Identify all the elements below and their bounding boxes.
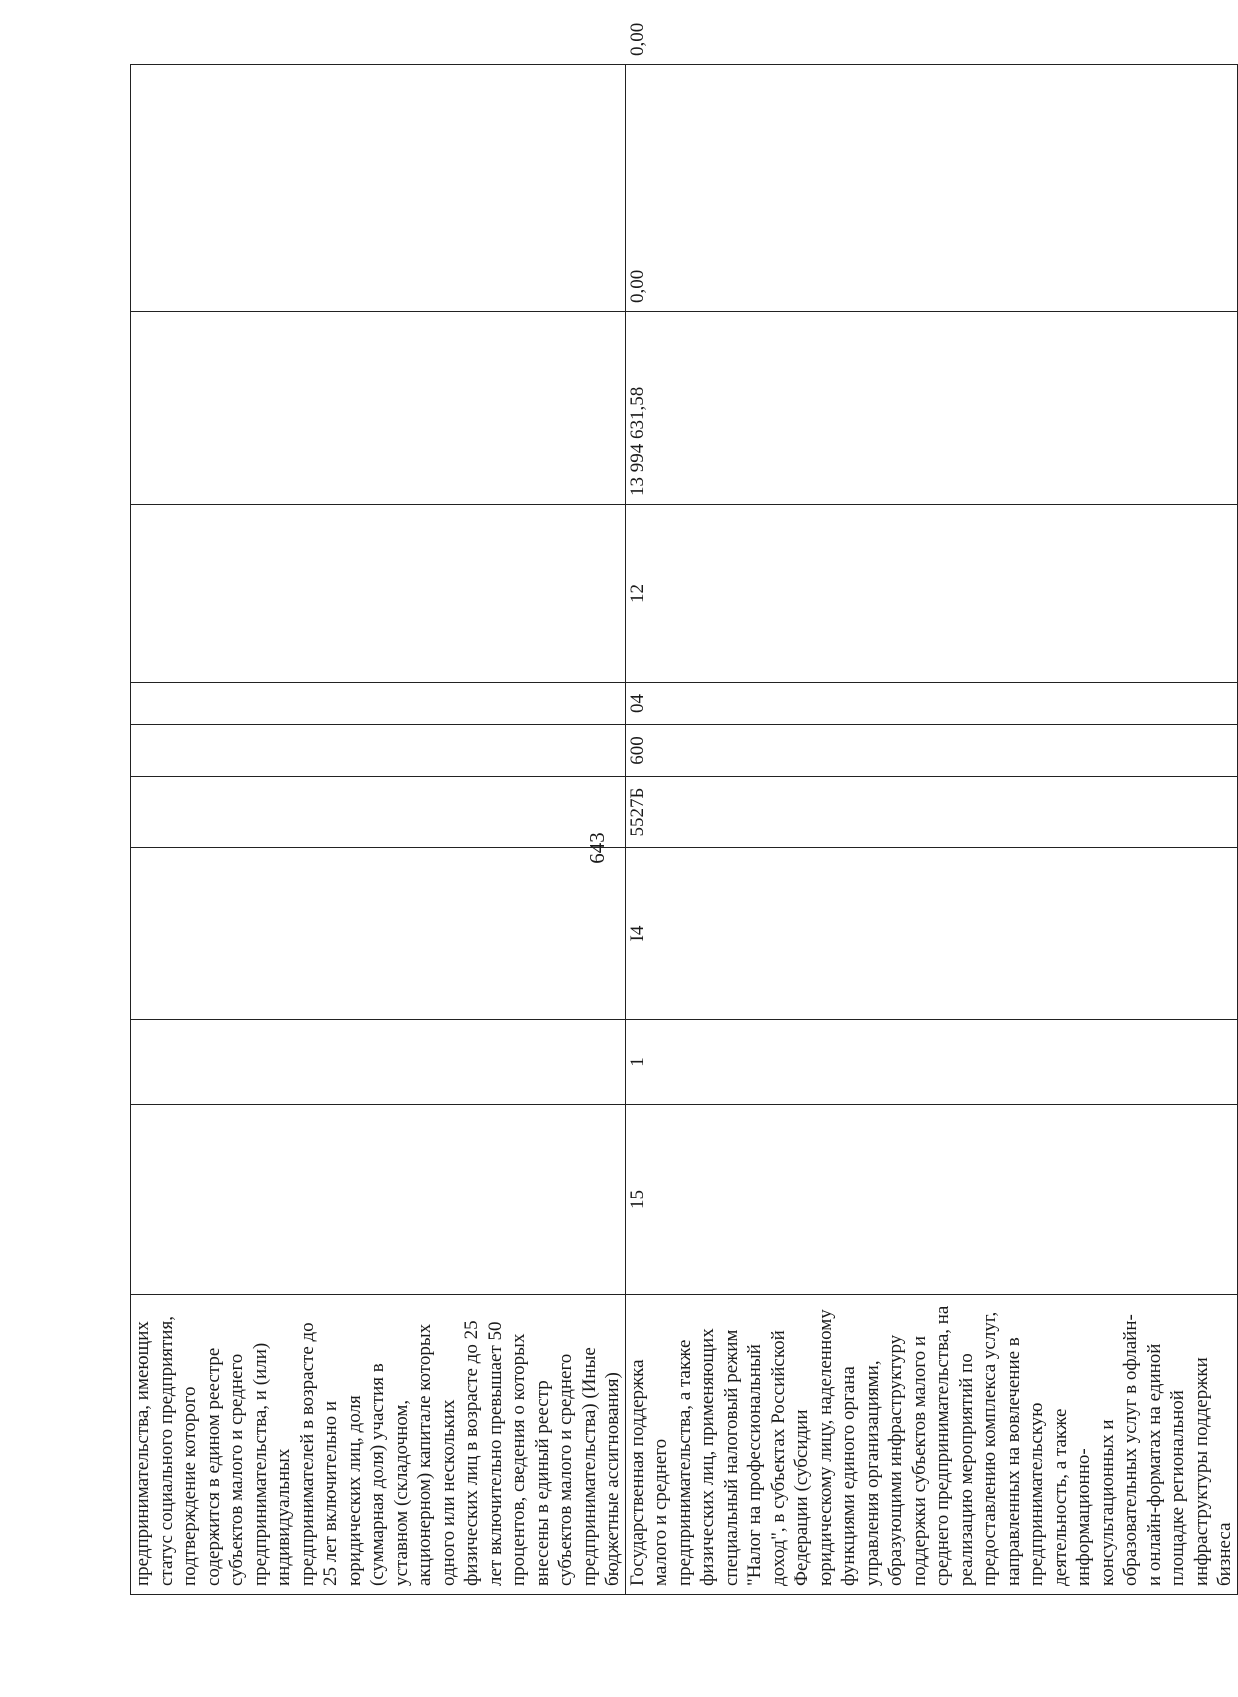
- code-cell: 04: [625, 683, 1237, 725]
- description-text: Государственная поддержка малого и среднего предпринимательства, а также физических лиц, применяющих специальный налоговый режим "Налог на профессиональный доход", в субъектах Российской Федерации (субсидии юридическому лицу, наделенному функциями единого органа управления организациями, образующими инфраструктуру поддержки субъектов малого и среднего предпринимательства, на реализацию мероприятий по предоставлению комплекса услуг, направленных на вовлечение в предпринимательскую деятельность, а также информационно-консультационных и образовательных услуг в офлайн- и онлайн-форматах на единой площадке региональной инфраструктуры поддержки бизнеса: [626, 1305, 1235, 1586]
- amount-cell: 13 994 631,58: [625, 312, 1237, 505]
- code-cell: I4: [625, 848, 1237, 1020]
- code-cell: [131, 683, 626, 725]
- code-cell: 600: [625, 725, 1237, 777]
- code-cell: 12: [625, 505, 1237, 683]
- code-cell: [131, 1020, 626, 1105]
- description-cell: [625, 1295, 1237, 1595]
- amount-cell: 0,00: [625, 65, 1237, 312]
- code-cell: [131, 777, 626, 848]
- budget-table-rotated: [130, 22, 1235, 1595]
- code-cell: [131, 848, 626, 1020]
- table-row: Государственная поддержка малого и среднего предпринимательства, а также физических лиц, применяющих специальный налоговый режим "Налог на профессиональный доход", в субъектах Российской Федерации (субсидии юридическому лицу, наделенному функциями единого органа управления организациями, образующими инфраструктуру поддержки субъектов малого и среднего предпринимательства, на реализацию мероприятий по предоставлению комплекса услуг, направленных на вовлечение в предпринимательскую деятельность, а также информационно-консультационных и образовательных услуг в офлайн- и онлайн-форматах на единой площадке региональной инфраструктуры поддержки бизнеса 15 1 I4 5527Б 600 04 12 13 994 631,58 0,00 0,00: [625, 65, 1237, 1595]
- code-cell: 15: [625, 1105, 1237, 1295]
- amount-cell: [131, 65, 626, 312]
- description-cell: [131, 1295, 626, 1595]
- code-cell: 5527Б: [625, 777, 1237, 848]
- code-cell: 1: [625, 1020, 1237, 1105]
- code-cell: [131, 1105, 626, 1295]
- amount-cell: [131, 312, 626, 505]
- code-cell: [131, 505, 626, 683]
- table-row: [131, 65, 626, 1595]
- budget-table: [130, 22, 1238, 1595]
- page-number: 643: [585, 832, 609, 864]
- description-text: предпринимательства, имеющих статус социального предприятия, подтверждение которого содержится в едином реестре субъектов малого и среднего предпринимательства, и (или) индивидуальных предпринимателей в возрасте до 25 лет включительно и юридических лиц, доля (суммарная доля) участия в уставном (складочном, акционерном) капитале которых одного или нескольких физических лиц в возрасте до 25 лет включительно превышает 50 процентов, сведения о которых внесены в единый реестр субъектов малого и среднего предпринимательства) (Иные бюджетные ассигнования): [132, 1316, 623, 1586]
- code-cell: [131, 725, 626, 777]
